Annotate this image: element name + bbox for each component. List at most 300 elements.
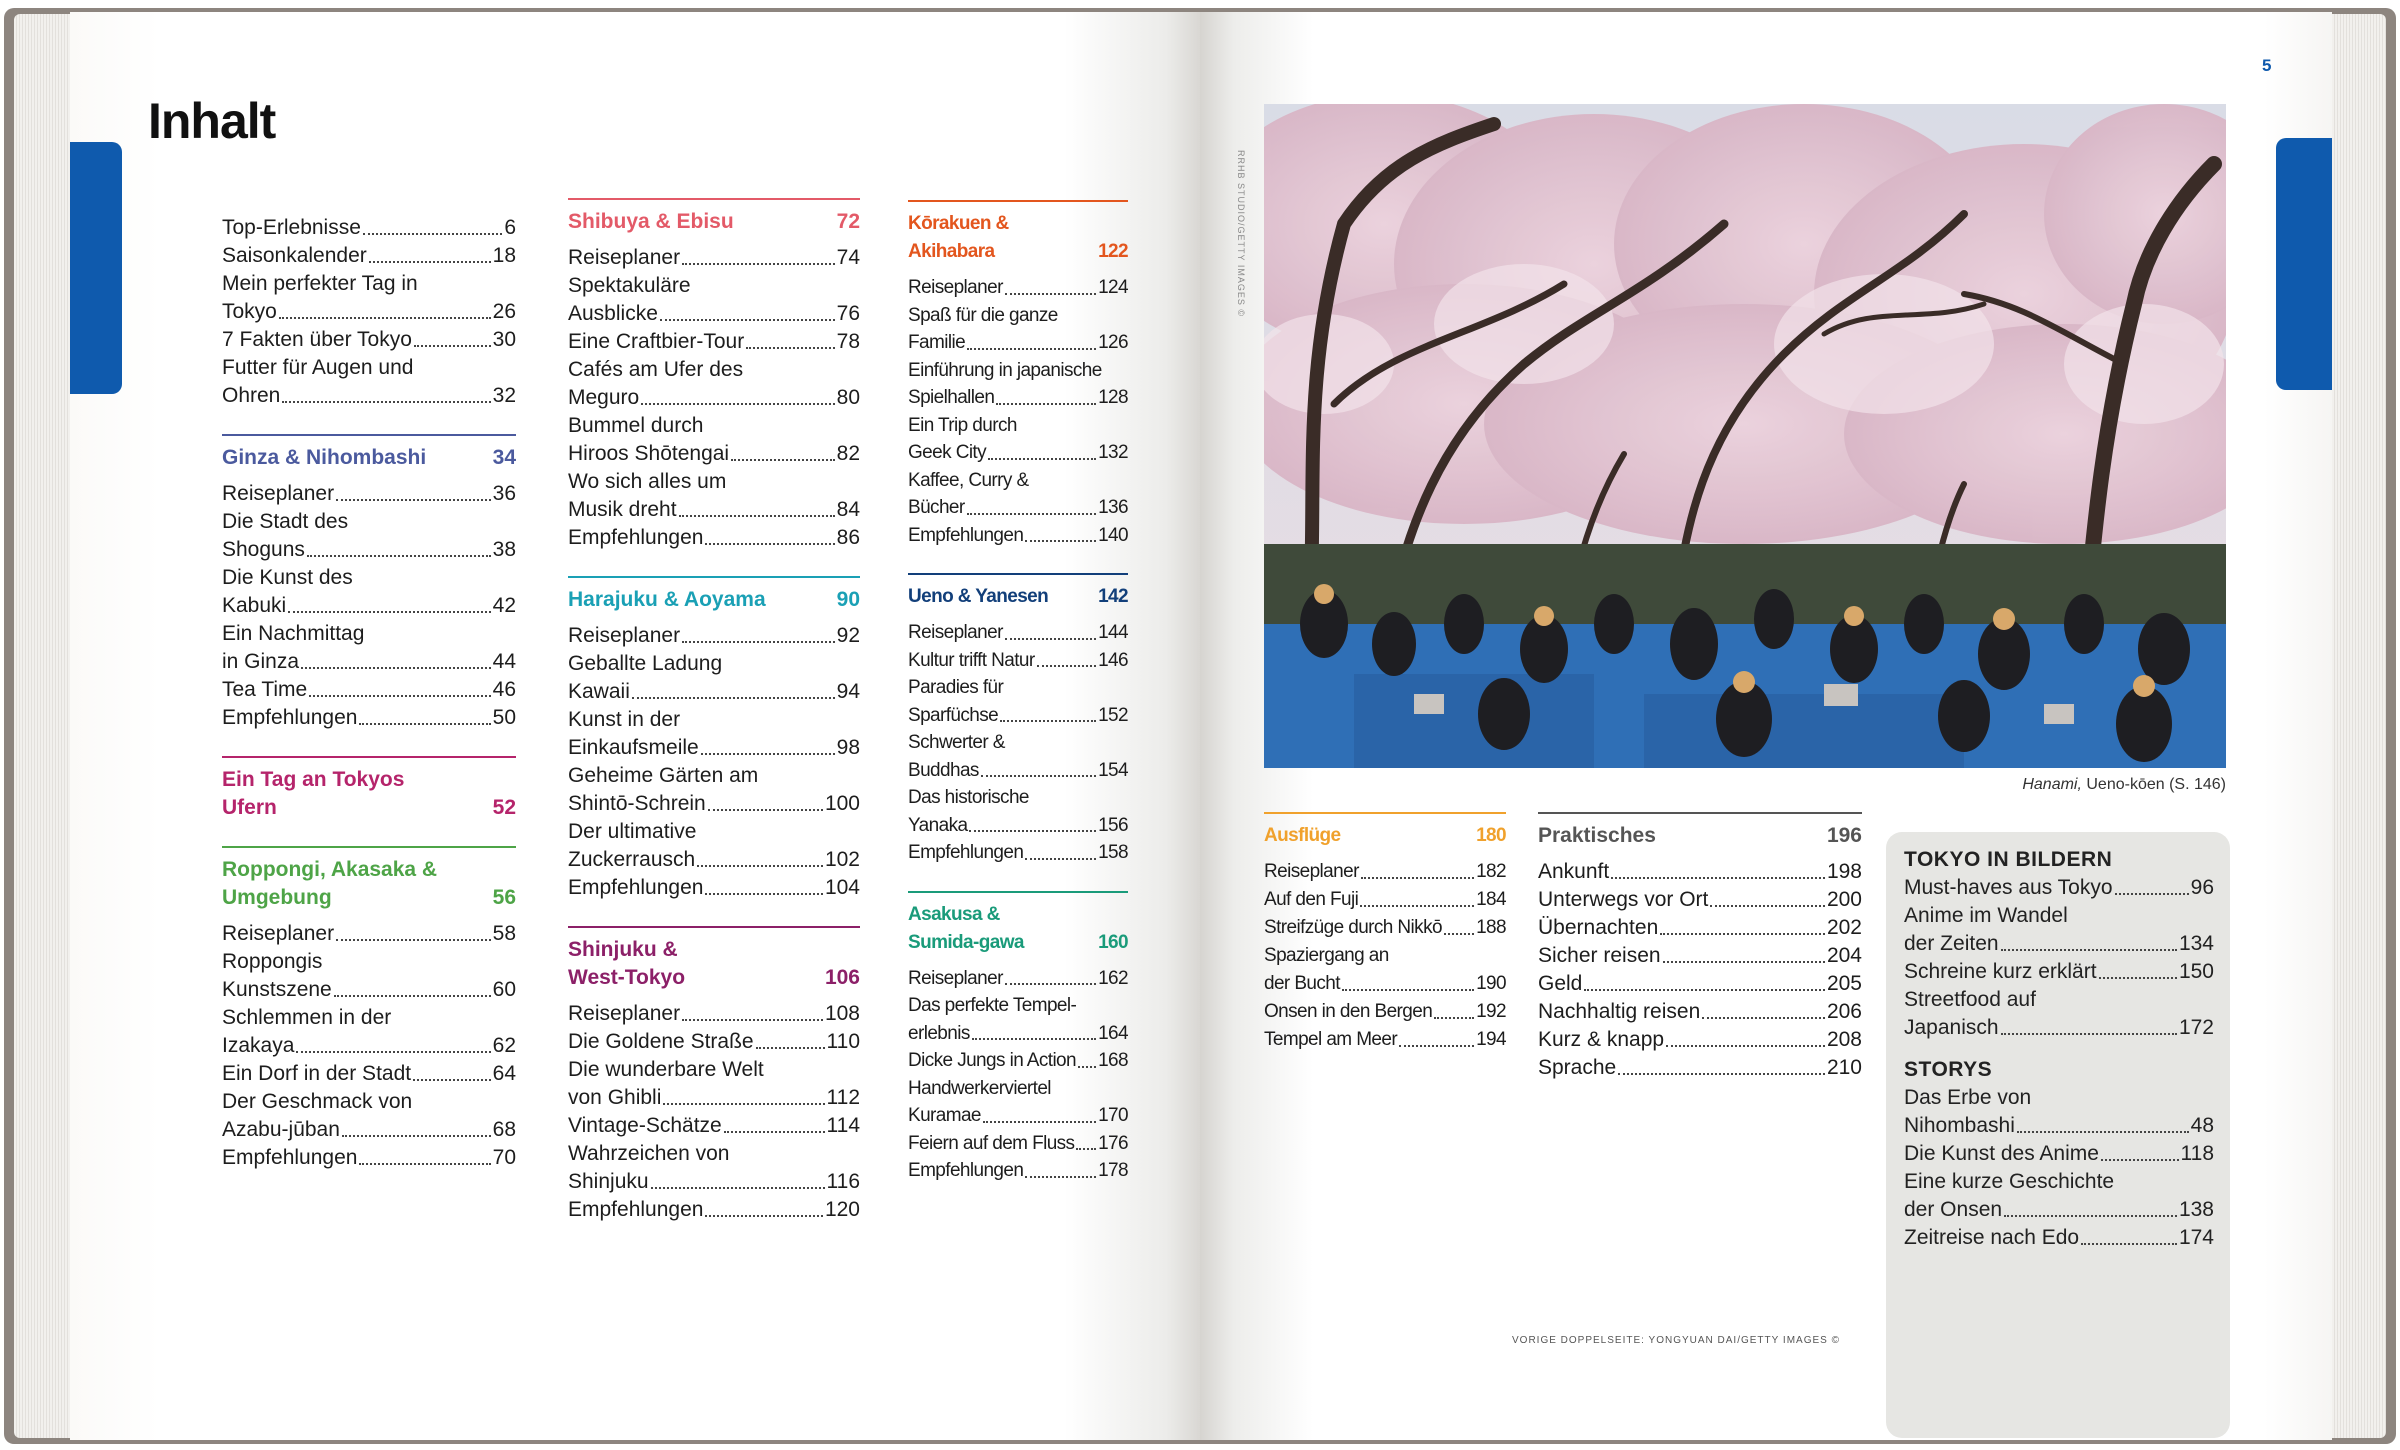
caption-text: Ueno-kōen (S. 146) <box>2081 776 2226 793</box>
toc-entry-title: Empfehlungen <box>908 524 1024 546</box>
section-page: 52 <box>492 796 516 819</box>
toc-entry-title: Feiern auf dem Fluss <box>908 1132 1075 1154</box>
toc-entry-page: 168 <box>1098 1050 1128 1071</box>
toc-leader-dots <box>969 830 1096 832</box>
toc-entry <box>568 244 860 272</box>
toc-entry-page: 58 <box>492 922 516 945</box>
toc-entry-title: Ausblicke <box>568 302 658 325</box>
toc-entry-line: Kunst in der <box>568 708 681 731</box>
toc-entry <box>908 619 1128 647</box>
toc-entry <box>1904 1196 2214 1224</box>
toc-entry-line: Paradies für <box>908 677 1004 698</box>
toc-leader-dots <box>983 1121 1096 1123</box>
toc-entry-line: Die Kunst des <box>222 566 353 589</box>
toc-entry-line: Kaffee, Curry & <box>908 469 1029 491</box>
toc-entry <box>908 1047 1128 1075</box>
section-heading <box>568 576 860 614</box>
toc-entry-title: Yanaka <box>908 814 968 836</box>
toc-entry-title: Empfehlungen <box>568 1198 704 1221</box>
toc-entry-line: Geheime Gärten am <box>568 764 759 787</box>
toc-entry-title: Zuckerrausch <box>568 848 696 871</box>
toc-entry <box>1538 970 1862 998</box>
toc-leader-dots <box>2001 1033 2177 1035</box>
toc-entry-title: Nihombashi <box>1904 1114 2015 1137</box>
toc-entry-page: 174 <box>2178 1226 2214 1249</box>
toc-leader-dots <box>988 458 1096 460</box>
toc-entry-title: Tea Time <box>222 678 308 701</box>
toc-entry-title: Tokyo <box>222 300 277 323</box>
toc-entry <box>568 496 860 524</box>
toc-entry-title: Saisonkalender <box>222 244 367 267</box>
toc-entry-page: 176 <box>1098 1132 1128 1154</box>
toc-entry-title: Reiseplaner <box>908 277 1003 298</box>
toc-leader-dots <box>663 1103 824 1105</box>
toc-entry-title: Reiseplaner <box>222 482 335 505</box>
toc-entry-title: Empfehlungen <box>222 706 358 729</box>
toc-entry-line: Futter für Augen und <box>222 356 414 379</box>
toc-entry-title: Nachhaltig reisen <box>1538 1000 1701 1023</box>
toc-entry-page: 190 <box>1476 973 1506 994</box>
section-entries <box>908 619 1128 867</box>
toc-entry-title: Dicke Jungs in Action <box>908 1050 1076 1071</box>
toc-entry-line: Handwerkerviertel <box>908 1077 1051 1099</box>
toc-entry-page: 134 <box>2178 932 2214 955</box>
toc-leader-dots <box>334 995 491 997</box>
toc-entry <box>568 524 860 552</box>
toc-entry <box>908 757 1128 785</box>
sidebar-gap <box>1904 1042 2214 1056</box>
toc-entry <box>908 494 1128 522</box>
section-ginza <box>222 434 516 732</box>
section-title: Ausflüge <box>1264 825 1341 846</box>
toc-entry-page: 128 <box>1098 387 1128 408</box>
toc-entry <box>1538 914 1862 942</box>
toc-leader-dots <box>972 1038 1096 1040</box>
toc-entry-title: Reiseplaner <box>908 622 1003 643</box>
toc-entry-title: Geld <box>1538 972 1583 995</box>
page-edges-right <box>2326 14 2386 1438</box>
toc-entry-page: 204 <box>1826 944 1862 967</box>
toc-leader-dots <box>651 1187 825 1189</box>
toc-leader-dots <box>1005 983 1096 985</box>
toc-entry-title: Zeitreise nach Edo <box>1904 1226 2080 1249</box>
toc-entry-page: 26 <box>492 300 516 323</box>
toc-entry-page: 38 <box>492 538 516 561</box>
toc-entry-title: Azabu-jūban <box>222 1118 340 1141</box>
toc-entry-page: 202 <box>1826 916 1862 939</box>
toc-entry-page: 94 <box>836 680 860 703</box>
toc-entry-title: Empfehlungen <box>908 1160 1024 1181</box>
toc-entry <box>568 440 860 468</box>
section-heading <box>568 926 860 992</box>
section-page: 34 <box>492 446 516 469</box>
toc-entry-page: 48 <box>2190 1114 2214 1137</box>
toc-leader-dots <box>1710 905 1825 907</box>
toc-leader-dots <box>1078 1066 1096 1068</box>
toc-entry-title: Streifzüge durch Nikkō <box>1264 917 1442 938</box>
toc-entry-page: 164 <box>1098 1022 1128 1044</box>
toc-entry-page: 18 <box>492 244 516 267</box>
toc-entry-page: 32 <box>492 384 516 407</box>
toc-entry-page: 188 <box>1476 917 1506 938</box>
toc-entry-page: 50 <box>492 706 516 729</box>
toc-entry-page: 146 <box>1098 649 1128 671</box>
toc-entry-title: Must-haves aus Tokyo <box>1904 876 2113 899</box>
photo-credit-vertical: RRHB STUDIO/GETTY IMAGES © <box>1236 150 1246 317</box>
toc-entry-page: 74 <box>836 246 860 269</box>
toc-entry-title: Empfehlungen <box>908 842 1024 863</box>
section-roppongi <box>222 846 516 1172</box>
toc-entry-line: Das Erbe von <box>1904 1086 2032 1109</box>
toc-entry-title: Top-Erlebnisse <box>222 216 361 239</box>
section-heading <box>568 198 860 236</box>
toc-entry <box>222 648 516 676</box>
toc-leader-dots <box>697 865 823 867</box>
toc-entry-page: 86 <box>836 526 860 549</box>
toc-entry <box>908 274 1128 302</box>
toc-entry-page: 110 <box>826 1030 860 1053</box>
toc-entry-title: Eine Craftbier-Tour <box>568 330 745 353</box>
toc-entry-line: Die Stadt des <box>222 510 349 533</box>
section-entries <box>222 480 516 732</box>
toc-entry <box>568 1000 860 1028</box>
toc-entry-title: Übernachten <box>1538 916 1659 939</box>
section-praktisches <box>1538 812 1862 1082</box>
toc-entry-title: Die Goldene Straße <box>568 1030 754 1053</box>
toc-entry-line: Bummel durch <box>568 414 704 437</box>
toc-leader-dots <box>1360 905 1474 907</box>
toc-entry-title: Japanisch <box>1904 1016 1999 1039</box>
toc-leader-dots <box>1000 720 1096 722</box>
toc-entry <box>222 298 516 326</box>
toc-entry <box>1264 998 1506 1026</box>
toc-entry <box>222 1144 516 1172</box>
toc-entry-title: der Zeiten <box>1904 932 1999 955</box>
toc-entry <box>1538 998 1862 1026</box>
toc-entry-page: 206 <box>1826 1000 1862 1023</box>
section-title-line: Ufern <box>222 796 277 819</box>
toc-entry <box>222 214 516 242</box>
toc-entry <box>1264 858 1506 886</box>
toc-entry-title: Izakaya <box>222 1034 295 1057</box>
toc-entry-title: in Ginza <box>222 650 300 673</box>
toc-entry-page: 42 <box>492 594 516 617</box>
section-page: 180 <box>1476 825 1506 846</box>
toc-leader-dots <box>1666 1045 1825 1047</box>
section-page: 160 <box>1098 931 1128 953</box>
toc-entry <box>568 622 860 650</box>
toc-leader-dots <box>967 348 1096 350</box>
toc-entry-page: 162 <box>1098 967 1128 989</box>
toc-entry-page: 158 <box>1098 842 1128 863</box>
section-harajuku <box>568 576 860 902</box>
toc-entry-title: Reiseplaner <box>568 246 681 269</box>
toc-leader-dots <box>1663 961 1825 963</box>
toc-leader-dots <box>705 1215 823 1217</box>
toc-entry-line: Geballte Ladung <box>568 652 723 675</box>
toc-entry <box>568 1028 860 1056</box>
section-page: 72 <box>836 210 860 233</box>
toc-entry-page: 70 <box>492 1146 516 1169</box>
page-edges-left <box>14 14 74 1438</box>
toc-entry-title: Auf den Fuji <box>1264 889 1359 910</box>
toc-leader-dots <box>307 555 491 557</box>
section-title: Ginza & Nihombashi <box>222 446 427 469</box>
toc-intro <box>222 214 516 410</box>
toc-leader-dots <box>1037 665 1097 667</box>
toc-entry-line: Spektakuläre <box>568 274 691 297</box>
toc-entry-page: 210 <box>1826 1056 1862 1079</box>
toc-entry <box>908 1157 1128 1185</box>
toc-entry <box>1264 886 1506 914</box>
toc-entry-page: 132 <box>1098 442 1128 463</box>
section-title-line: Roppongi, Akasaka & <box>222 858 438 881</box>
section-entries <box>1264 858 1506 1054</box>
toc-entry <box>1538 1054 1862 1082</box>
toc-leader-dots <box>1702 1017 1825 1019</box>
toc-entry-page: 138 <box>2178 1198 2214 1221</box>
page-title: Inhalt <box>148 93 276 149</box>
toc-entry-title: Vintage-Schätze <box>568 1114 722 1137</box>
toc-entry <box>908 384 1128 412</box>
toc-leader-dots <box>2115 893 2189 895</box>
toc-entry <box>1904 874 2214 902</box>
toc-entry-line: Ein Nachmittag <box>222 622 365 645</box>
caption-italic: Hanami, <box>2022 776 2082 793</box>
toc-entry <box>222 704 516 732</box>
toc-entry <box>568 790 860 818</box>
toc-leader-dots <box>660 319 835 321</box>
toc-entry-line: Der ultimative <box>568 820 697 843</box>
toc-entry-page: 178 <box>1098 1160 1128 1181</box>
toc-leader-dots <box>1399 1045 1474 1047</box>
toc-leader-dots <box>682 1019 823 1021</box>
toc-entry <box>908 812 1128 840</box>
toc-entry <box>1904 1140 2214 1168</box>
section-title <box>568 936 685 992</box>
toc-entry-title: Sprache <box>1538 1056 1617 1079</box>
toc-column-1 <box>222 214 516 1196</box>
section-title-line: Sumida-gawa <box>908 931 1024 953</box>
toc-entry <box>1538 942 1862 970</box>
section-heading <box>1538 812 1862 850</box>
toc-entry-page: 182 <box>1476 861 1506 882</box>
toc-entry <box>1264 1026 1506 1054</box>
toc-entry-title: der Bucht <box>1264 973 1340 994</box>
section-title <box>222 766 404 822</box>
toc-entry-line: Der Geschmack von <box>222 1090 413 1113</box>
toc-entry-title: Die Kunst des Anime <box>1904 1142 2099 1165</box>
toc-entry-page: 30 <box>492 328 516 351</box>
section-heading <box>222 756 516 822</box>
toc-leader-dots <box>632 697 835 699</box>
toc-entry <box>1264 970 1506 998</box>
toc-entry <box>908 1020 1128 1048</box>
toc-entry-page: 150 <box>2178 960 2214 983</box>
toc-entry <box>568 734 860 762</box>
toc-entry <box>568 1084 860 1112</box>
toc-entry-page: 98 <box>836 736 860 759</box>
toc-leader-dots <box>682 641 835 643</box>
toc-entry-line: Schlemmen in der <box>222 1006 392 1029</box>
toc-entry <box>908 1130 1128 1158</box>
toc-leader-dots <box>641 403 834 405</box>
toc-leader-dots <box>342 1135 491 1137</box>
toc-entry-line: Das perfekte Tempel- <box>908 995 1077 1016</box>
toc-entry-title: Meguro <box>568 386 640 409</box>
toc-entry <box>1538 886 1862 914</box>
section-heading <box>222 434 516 472</box>
toc-leader-dots <box>2001 949 2177 951</box>
toc-leader-dots <box>1076 1148 1096 1150</box>
toc-entry-page: 192 <box>1476 1001 1506 1022</box>
toc-entry <box>1904 1224 2214 1252</box>
toc-leader-dots <box>705 893 823 895</box>
toc-entry-page: 92 <box>836 624 860 647</box>
section-korakuen <box>908 200 1128 549</box>
section-entries <box>1538 858 1862 1082</box>
toc-leader-dots <box>1025 858 1096 860</box>
toc-entry <box>222 536 516 564</box>
toc-entry <box>222 1060 516 1088</box>
toc-entry-line: Roppongis <box>222 950 323 973</box>
toc-leader-dots <box>967 513 1096 515</box>
toc-entry-title: Reiseplaner <box>568 624 681 647</box>
toc-entry-page: 60 <box>492 978 516 1001</box>
toc-leader-dots <box>369 261 491 263</box>
toc-entry-page: 44 <box>492 650 516 673</box>
toc-entry-line: Das historische <box>908 787 1029 808</box>
section-title-line: Ein Tag an Tokyos <box>222 768 405 791</box>
toc-entry <box>568 874 860 902</box>
toc-entry <box>1904 1112 2214 1140</box>
toc-leader-dots <box>731 459 835 461</box>
toc-entry-title: Schreine kurz erklärt <box>1904 960 2097 983</box>
section-heading <box>908 891 1128 957</box>
section-ueno <box>908 573 1128 867</box>
toc-entry-line: Wahrzeichen von <box>568 1142 730 1165</box>
toc-entry-title: Tempel am Meer <box>1264 1029 1398 1050</box>
cherry-blossom-photo <box>1264 104 2226 768</box>
toc-entry-page: 200 <box>1826 888 1862 911</box>
toc-leader-dots <box>1005 638 1096 640</box>
section-title-line: Kōrakuen & <box>908 213 1009 234</box>
toc-entry-line: Schwerter & <box>908 732 1005 753</box>
section-entries <box>568 622 860 902</box>
toc-entry-title: Unterwegs vor Ort <box>1538 888 1709 911</box>
toc-entry-page: 82 <box>836 442 860 465</box>
section-title-line: Asakusa & <box>908 903 1000 925</box>
toc-entry-page: 80 <box>836 386 860 409</box>
toc-entry-line: Cafés am Ufer des <box>568 358 744 381</box>
section-title: Shibuya & Ebisu <box>568 210 734 233</box>
hanami-illustration <box>1264 104 2226 768</box>
section-title <box>908 210 1009 266</box>
toc-leader-dots <box>1025 540 1096 542</box>
toc-entry-page: 78 <box>836 330 860 353</box>
section-title: Harajuku & Aoyama <box>568 588 766 611</box>
toc-entry <box>1538 858 1862 886</box>
toc-entry-title: Shinjuku <box>568 1170 649 1193</box>
toc-entry <box>908 702 1128 730</box>
toc-leader-dots <box>1342 989 1474 991</box>
sidebar-heading-storys: STORYS <box>1904 1058 1993 1081</box>
toc-entry <box>1904 958 2214 986</box>
toc-entry-line: Spaß für die ganze <box>908 304 1058 326</box>
toc-entry-page: 194 <box>1476 1029 1506 1050</box>
toc-entry-line: Streetfood auf <box>1904 988 2036 1011</box>
toc-leader-dots <box>2101 1159 2179 1161</box>
section-ausfluege <box>1264 812 1506 1054</box>
toc-entry-title: Spielhallen <box>908 387 995 408</box>
toc-leader-dots <box>1584 989 1825 991</box>
toc-entry-page: 126 <box>1098 332 1128 353</box>
toc-leader-dots <box>363 233 502 235</box>
toc-leader-dots <box>1660 933 1825 935</box>
toc-entry-page: 140 <box>1098 524 1128 546</box>
toc-leader-dots <box>282 401 490 403</box>
section-heading <box>222 846 516 912</box>
toc-entry <box>568 1112 860 1140</box>
chapter-tab-right <box>2276 138 2332 390</box>
toc-column-3 <box>908 200 1128 1209</box>
toc-leader-dots <box>756 1047 825 1049</box>
toc-entry-title: Kuramae <box>908 1105 981 1126</box>
section-shinjuku <box>568 926 860 1224</box>
toc-leader-dots <box>746 347 834 349</box>
toc-entry <box>1904 1014 2214 1042</box>
sidebar-heading-bildern: TOKYO IN BILDERN <box>1904 848 2113 871</box>
toc-entry <box>222 1032 516 1060</box>
toc-entry-title: Onsen in den Bergen <box>1264 1001 1433 1022</box>
toc-entry <box>222 592 516 620</box>
toc-entry-page: 102 <box>824 848 860 871</box>
section-title-line: Shinjuku & <box>568 938 678 961</box>
toc-entry-title: Bücher <box>908 497 965 518</box>
footer-photo-credit: VORIGE DOPPELSEITE: YONGYUAN DAI/GETTY IMAGES © <box>1512 1335 1840 1346</box>
toc-leader-dots <box>724 1131 825 1133</box>
toc-entry-page: 118 <box>2180 1142 2214 1165</box>
toc-entry-page: 208 <box>1826 1028 1862 1051</box>
toc-entry-page: 184 <box>1476 889 1506 910</box>
section-title-line: Umgebung <box>222 886 332 909</box>
toc-column-2 <box>568 198 860 1248</box>
toc-entry-page: 108 <box>824 1002 860 1025</box>
toc-leader-dots <box>1618 1073 1825 1075</box>
toc-entry-line: Anime im Wandel <box>1904 904 2068 927</box>
toc-entry-title: 7 Fakten über Tokyo <box>222 328 412 351</box>
toc-leader-dots <box>279 317 491 319</box>
toc-leader-dots <box>413 1079 491 1081</box>
toc-entry <box>1264 914 1506 942</box>
toc-entry <box>568 328 860 356</box>
toc-entry-page: 46 <box>492 678 516 701</box>
toc-entry-line: Ein Trip durch <box>908 414 1017 436</box>
toc-entry <box>1538 1026 1862 1054</box>
toc-entry-page: 144 <box>1098 622 1128 643</box>
toc-entry-line: Wo sich alles um <box>568 470 727 493</box>
toc-leader-dots <box>336 939 491 941</box>
toc-entry-title: der Onsen <box>1904 1198 2003 1221</box>
toc-entry-page: 172 <box>2178 1016 2214 1039</box>
toc-entry-title: Kultur trifft Natur <box>908 649 1035 671</box>
section-ufern <box>222 756 516 822</box>
toc-entry-page: 114 <box>826 1114 860 1137</box>
features-sidebar <box>1886 832 2230 1438</box>
toc-entry-title: Reiseplaner <box>908 967 1003 989</box>
toc-entry-line: Einführung in japanische <box>908 359 1102 381</box>
toc-leader-dots <box>336 499 491 501</box>
